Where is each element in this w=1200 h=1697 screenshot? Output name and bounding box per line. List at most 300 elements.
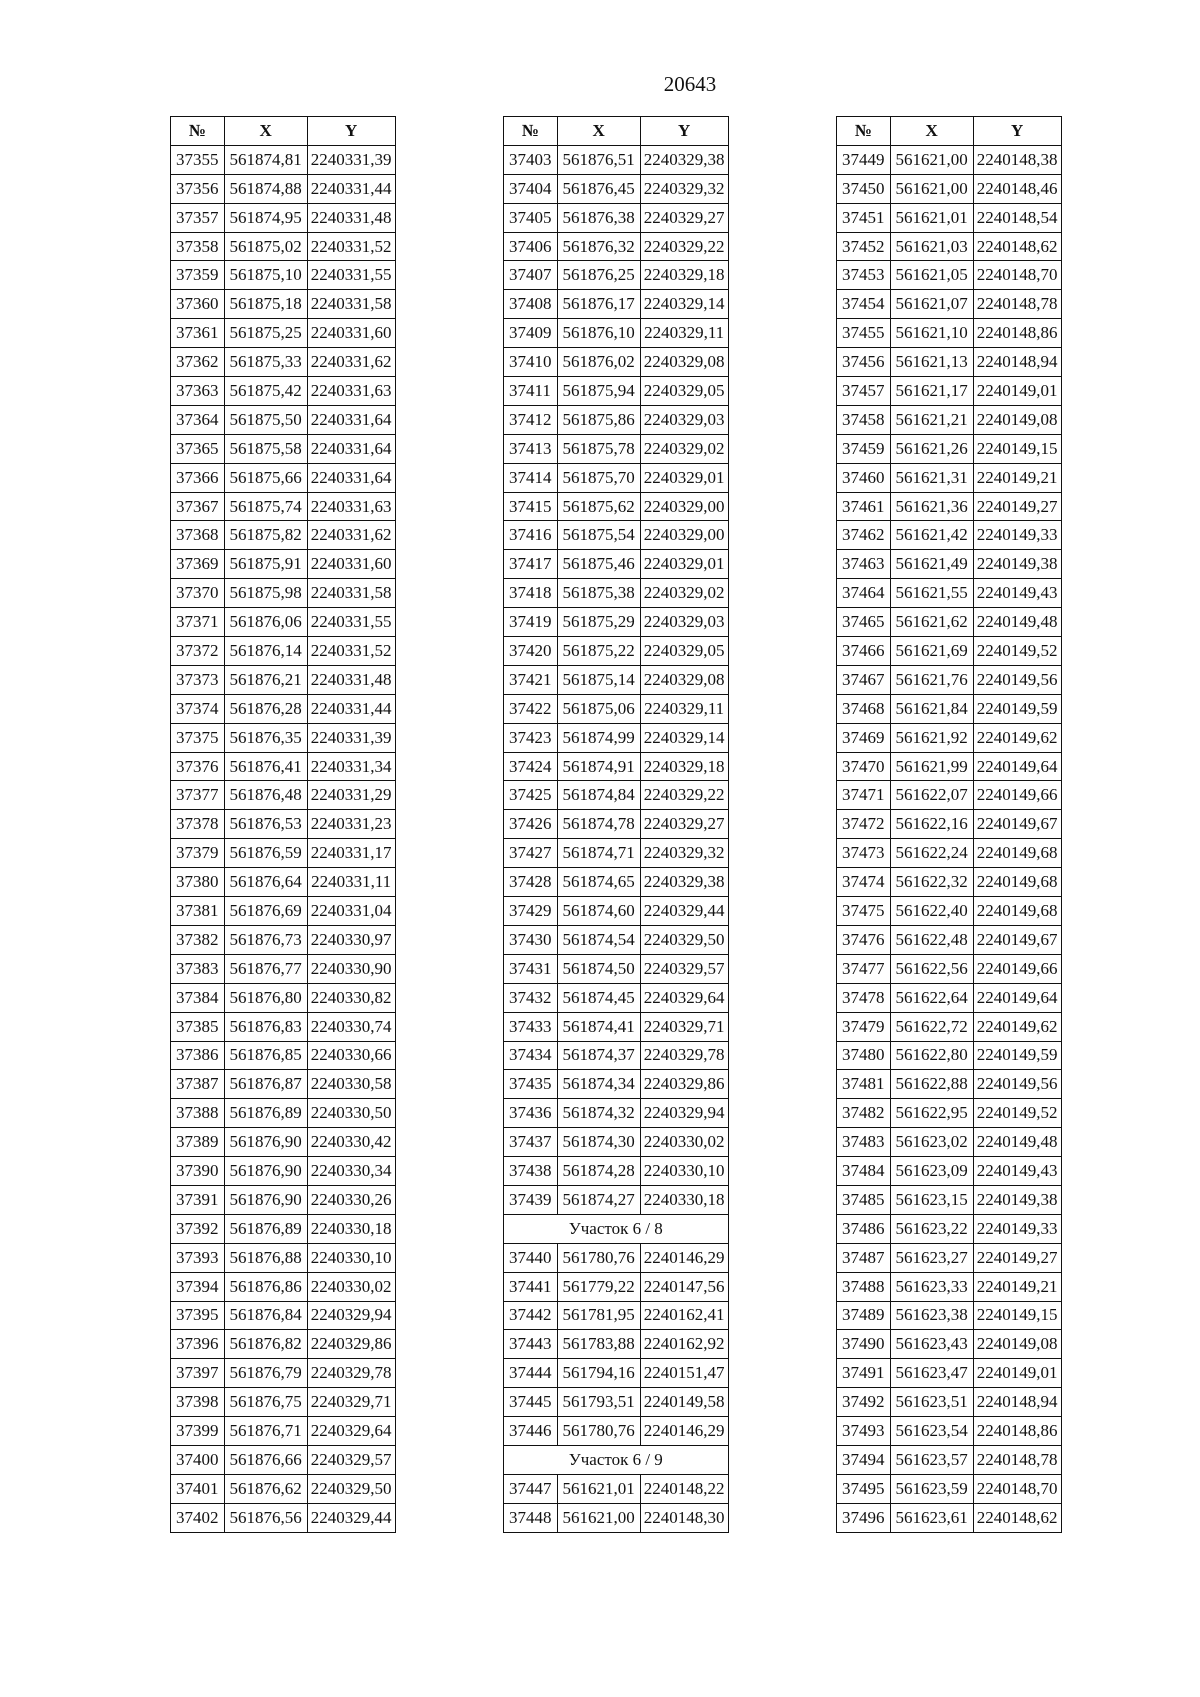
table-row bbox=[837, 752, 1062, 781]
table-row bbox=[171, 1214, 396, 1243]
table-row bbox=[504, 723, 729, 752]
table-row bbox=[504, 925, 729, 954]
x-coordinate: 561621,55 bbox=[890, 579, 973, 608]
x-coordinate: 561876,90 bbox=[224, 1157, 307, 1186]
table-row bbox=[171, 1474, 396, 1503]
point-number: 37405 bbox=[504, 203, 558, 232]
y-coordinate: 2240329,27 bbox=[640, 810, 728, 839]
x-coordinate: 561621,99 bbox=[890, 752, 973, 781]
y-coordinate: 2240329,64 bbox=[640, 983, 728, 1012]
point-number: 37471 bbox=[837, 781, 891, 810]
y-coordinate: 2240149,43 bbox=[973, 579, 1061, 608]
table-row bbox=[171, 521, 396, 550]
y-coordinate: 2240330,58 bbox=[307, 1070, 395, 1099]
table-row bbox=[837, 839, 1062, 868]
y-coordinate: 2240149,67 bbox=[973, 810, 1061, 839]
table-row bbox=[837, 1099, 1062, 1128]
point-number: 37423 bbox=[504, 723, 558, 752]
table-row bbox=[504, 1503, 729, 1532]
point-number: 37417 bbox=[504, 550, 558, 579]
x-coordinate: 561876,17 bbox=[557, 290, 640, 319]
y-coordinate: 2240331,60 bbox=[307, 550, 395, 579]
header-row bbox=[504, 117, 729, 146]
point-number: 37355 bbox=[171, 145, 225, 174]
y-coordinate: 2240149,43 bbox=[973, 1157, 1061, 1186]
x-coordinate: 561621,00 bbox=[890, 145, 973, 174]
x-coordinate: 561621,76 bbox=[890, 665, 973, 694]
x-coordinate: 561623,47 bbox=[890, 1359, 973, 1388]
point-number: 37452 bbox=[837, 232, 891, 261]
y-coordinate: 2240329,00 bbox=[640, 521, 728, 550]
table-row bbox=[171, 839, 396, 868]
table-row bbox=[504, 174, 729, 203]
table-row bbox=[171, 1503, 396, 1532]
table-row bbox=[504, 1330, 729, 1359]
table-row bbox=[171, 1445, 396, 1474]
x-coordinate: 561875,54 bbox=[557, 521, 640, 550]
point-number: 37455 bbox=[837, 319, 891, 348]
point-number: 37418 bbox=[504, 579, 558, 608]
point-number: 37489 bbox=[837, 1301, 891, 1330]
point-number: 37496 bbox=[837, 1503, 891, 1532]
x-coordinate: 561876,41 bbox=[224, 752, 307, 781]
table-row bbox=[837, 492, 1062, 521]
point-number: 37357 bbox=[171, 203, 225, 232]
y-coordinate: 2240331,23 bbox=[307, 810, 395, 839]
x-coordinate: 561875,74 bbox=[224, 492, 307, 521]
x-coordinate: 561622,72 bbox=[890, 1012, 973, 1041]
y-coordinate: 2240148,94 bbox=[973, 1388, 1061, 1417]
x-coordinate: 561875,58 bbox=[224, 434, 307, 463]
point-number: 37358 bbox=[171, 232, 225, 261]
table-row bbox=[837, 145, 1062, 174]
table-row bbox=[504, 434, 729, 463]
y-coordinate: 2240329,78 bbox=[307, 1359, 395, 1388]
point-number: 37437 bbox=[504, 1128, 558, 1157]
x-coordinate: 561623,43 bbox=[890, 1330, 973, 1359]
x-coordinate: 561876,84 bbox=[224, 1301, 307, 1330]
table-row bbox=[837, 261, 1062, 290]
table-row bbox=[837, 723, 1062, 752]
table-row bbox=[171, 1157, 396, 1186]
table-row bbox=[837, 1330, 1062, 1359]
point-number: 37427 bbox=[504, 839, 558, 868]
point-number: 37401 bbox=[171, 1474, 225, 1503]
table-row bbox=[171, 550, 396, 579]
y-coordinate: 2240162,92 bbox=[640, 1330, 728, 1359]
y-coordinate: 2240330,26 bbox=[307, 1185, 395, 1214]
table-row bbox=[171, 463, 396, 492]
point-number: 37438 bbox=[504, 1157, 558, 1186]
table-row bbox=[171, 434, 396, 463]
y-coordinate: 2240148,78 bbox=[973, 1445, 1061, 1474]
x-coordinate: 561623,02 bbox=[890, 1128, 973, 1157]
y-coordinate: 2240149,15 bbox=[973, 1301, 1061, 1330]
table-row bbox=[837, 348, 1062, 377]
table-row bbox=[504, 839, 729, 868]
x-coordinate: 561621,01 bbox=[890, 203, 973, 232]
table-row bbox=[837, 463, 1062, 492]
table-row bbox=[504, 1128, 729, 1157]
table-row bbox=[171, 810, 396, 839]
point-number: 37430 bbox=[504, 925, 558, 954]
x-coordinate: 561783,88 bbox=[557, 1330, 640, 1359]
x-coordinate: 561875,46 bbox=[557, 550, 640, 579]
x-coordinate: 561874,99 bbox=[557, 723, 640, 752]
coordinate-table-3 bbox=[836, 116, 1062, 1533]
x-coordinate: 561623,57 bbox=[890, 1445, 973, 1474]
x-coordinate: 561621,42 bbox=[890, 521, 973, 550]
y-coordinate: 2240329,11 bbox=[640, 694, 728, 723]
y-coordinate: 2240149,58 bbox=[640, 1388, 728, 1417]
x-coordinate: 561875,98 bbox=[224, 579, 307, 608]
point-number: 37495 bbox=[837, 1474, 891, 1503]
table-row bbox=[504, 492, 729, 521]
y-coordinate: 2240148,86 bbox=[973, 319, 1061, 348]
table-row bbox=[504, 203, 729, 232]
x-coordinate: 561874,41 bbox=[557, 1012, 640, 1041]
point-number: 37408 bbox=[504, 290, 558, 319]
point-number: 37435 bbox=[504, 1070, 558, 1099]
table-row bbox=[504, 868, 729, 897]
table-row bbox=[171, 723, 396, 752]
x-coordinate: 561876,48 bbox=[224, 781, 307, 810]
y-coordinate: 2240329,57 bbox=[307, 1445, 395, 1474]
point-number: 37487 bbox=[837, 1243, 891, 1272]
x-coordinate: 561876,28 bbox=[224, 694, 307, 723]
table-row bbox=[504, 954, 729, 983]
point-number: 37431 bbox=[504, 954, 558, 983]
x-coordinate: 561621,36 bbox=[890, 492, 973, 521]
table-row bbox=[837, 868, 1062, 897]
point-number: 37441 bbox=[504, 1272, 558, 1301]
x-coordinate: 561874,60 bbox=[557, 897, 640, 926]
y-coordinate: 2240329,44 bbox=[640, 897, 728, 926]
point-number: 37482 bbox=[837, 1099, 891, 1128]
x-coordinate: 561622,88 bbox=[890, 1070, 973, 1099]
table-row bbox=[837, 203, 1062, 232]
point-number: 37359 bbox=[171, 261, 225, 290]
point-number: 37370 bbox=[171, 579, 225, 608]
table-row bbox=[171, 1243, 396, 1272]
x-coordinate: 561621,31 bbox=[890, 463, 973, 492]
y-coordinate: 2240329,03 bbox=[640, 608, 728, 637]
x-coordinate: 561875,25 bbox=[224, 319, 307, 348]
table-row bbox=[171, 694, 396, 723]
y-coordinate: 2240329,14 bbox=[640, 723, 728, 752]
y-coordinate: 2240329,22 bbox=[640, 781, 728, 810]
y-coordinate: 2240146,29 bbox=[640, 1417, 728, 1446]
table-row bbox=[837, 550, 1062, 579]
table-row bbox=[504, 665, 729, 694]
table-row bbox=[171, 897, 396, 926]
x-coordinate: 561876,89 bbox=[224, 1214, 307, 1243]
y-coordinate: 2240149,64 bbox=[973, 983, 1061, 1012]
x-coordinate: 561875,33 bbox=[224, 348, 307, 377]
y-coordinate: 2240329,05 bbox=[640, 377, 728, 406]
table-row bbox=[504, 1157, 729, 1186]
point-number: 37444 bbox=[504, 1359, 558, 1388]
table-row bbox=[837, 1503, 1062, 1532]
point-number: 37372 bbox=[171, 637, 225, 666]
y-coordinate: 2240148,62 bbox=[973, 1503, 1061, 1532]
point-number: 37371 bbox=[171, 608, 225, 637]
table-row bbox=[837, 1012, 1062, 1041]
x-coordinate: 561876,79 bbox=[224, 1359, 307, 1388]
point-number: 37376 bbox=[171, 752, 225, 781]
point-number: 37466 bbox=[837, 637, 891, 666]
y-coordinate: 2240329,32 bbox=[640, 174, 728, 203]
table-row bbox=[504, 348, 729, 377]
table-row bbox=[837, 954, 1062, 983]
header-num: № bbox=[837, 117, 891, 146]
table-row bbox=[837, 1041, 1062, 1070]
x-coordinate: 561622,07 bbox=[890, 781, 973, 810]
x-coordinate: 561874,95 bbox=[224, 203, 307, 232]
y-coordinate: 2240329,08 bbox=[640, 348, 728, 377]
y-coordinate: 2240331,55 bbox=[307, 261, 395, 290]
point-number: 37442 bbox=[504, 1301, 558, 1330]
y-coordinate: 2240149,21 bbox=[973, 1272, 1061, 1301]
table-row bbox=[837, 1445, 1062, 1474]
page-number: 20643 bbox=[663, 72, 717, 96]
x-coordinate: 561621,00 bbox=[890, 174, 973, 203]
coordinate-table-2 bbox=[503, 116, 729, 1533]
x-coordinate: 561876,06 bbox=[224, 608, 307, 637]
table-row bbox=[171, 145, 396, 174]
table-row bbox=[171, 1330, 396, 1359]
y-coordinate: 2240331,63 bbox=[307, 377, 395, 406]
table-row bbox=[171, 405, 396, 434]
table-row bbox=[171, 954, 396, 983]
point-number: 37447 bbox=[504, 1474, 558, 1503]
point-number: 37409 bbox=[504, 319, 558, 348]
y-coordinate: 2240149,08 bbox=[973, 1330, 1061, 1359]
table-row bbox=[504, 1012, 729, 1041]
point-number: 37459 bbox=[837, 434, 891, 463]
y-coordinate: 2240149,27 bbox=[973, 1243, 1061, 1272]
x-coordinate: 561874,27 bbox=[557, 1185, 640, 1214]
y-coordinate: 2240331,58 bbox=[307, 579, 395, 608]
x-coordinate: 561623,61 bbox=[890, 1503, 973, 1532]
point-number: 37368 bbox=[171, 521, 225, 550]
table-row bbox=[837, 781, 1062, 810]
y-coordinate: 2240331,55 bbox=[307, 608, 395, 637]
header-row bbox=[837, 117, 1062, 146]
table-row bbox=[837, 377, 1062, 406]
point-number: 37492 bbox=[837, 1388, 891, 1417]
x-coordinate: 561621,49 bbox=[890, 550, 973, 579]
x-coordinate: 561876,87 bbox=[224, 1070, 307, 1099]
y-coordinate: 2240149,38 bbox=[973, 550, 1061, 579]
point-number: 37373 bbox=[171, 665, 225, 694]
y-coordinate: 2240329,94 bbox=[307, 1301, 395, 1330]
table-row bbox=[837, 1157, 1062, 1186]
point-number: 37407 bbox=[504, 261, 558, 290]
table-row bbox=[171, 868, 396, 897]
x-coordinate: 561876,38 bbox=[557, 203, 640, 232]
x-coordinate: 561876,69 bbox=[224, 897, 307, 926]
y-coordinate: 2240149,68 bbox=[973, 897, 1061, 926]
table-row bbox=[171, 665, 396, 694]
x-coordinate: 561622,24 bbox=[890, 839, 973, 868]
table-row bbox=[504, 232, 729, 261]
table-row bbox=[171, 1012, 396, 1041]
y-coordinate: 2240330,10 bbox=[640, 1157, 728, 1186]
y-coordinate: 2240329,78 bbox=[640, 1041, 728, 1070]
x-coordinate: 561875,06 bbox=[557, 694, 640, 723]
point-number: 37379 bbox=[171, 839, 225, 868]
point-number: 37486 bbox=[837, 1214, 891, 1243]
point-number: 37395 bbox=[171, 1301, 225, 1330]
x-coordinate: 561876,45 bbox=[557, 174, 640, 203]
point-number: 37434 bbox=[504, 1041, 558, 1070]
table-row bbox=[837, 579, 1062, 608]
point-number: 37415 bbox=[504, 492, 558, 521]
x-coordinate: 561781,95 bbox=[557, 1301, 640, 1330]
point-number: 37490 bbox=[837, 1330, 891, 1359]
table-row bbox=[504, 1388, 729, 1417]
y-coordinate: 2240329,08 bbox=[640, 665, 728, 694]
y-coordinate: 2240330,02 bbox=[307, 1272, 395, 1301]
point-number: 37422 bbox=[504, 694, 558, 723]
point-number: 37463 bbox=[837, 550, 891, 579]
point-number: 37391 bbox=[171, 1185, 225, 1214]
y-coordinate: 2240330,90 bbox=[307, 954, 395, 983]
x-coordinate: 561874,88 bbox=[224, 174, 307, 203]
x-coordinate: 561876,66 bbox=[224, 1445, 307, 1474]
table-row bbox=[171, 348, 396, 377]
x-coordinate: 561623,27 bbox=[890, 1243, 973, 1272]
table-row bbox=[837, 694, 1062, 723]
x-coordinate: 561874,32 bbox=[557, 1099, 640, 1128]
point-number: 37392 bbox=[171, 1214, 225, 1243]
point-number: 37404 bbox=[504, 174, 558, 203]
y-coordinate: 2240148,86 bbox=[973, 1417, 1061, 1446]
point-number: 37467 bbox=[837, 665, 891, 694]
point-number: 37381 bbox=[171, 897, 225, 926]
point-number: 37493 bbox=[837, 1417, 891, 1446]
y-coordinate: 2240331,39 bbox=[307, 723, 395, 752]
point-number: 37362 bbox=[171, 348, 225, 377]
table-row bbox=[504, 1185, 729, 1214]
y-coordinate: 2240148,22 bbox=[640, 1474, 728, 1503]
table-row bbox=[171, 925, 396, 954]
table-row bbox=[171, 319, 396, 348]
point-number: 37425 bbox=[504, 781, 558, 810]
point-number: 37474 bbox=[837, 868, 891, 897]
point-number: 37475 bbox=[837, 897, 891, 926]
x-coordinate: 561874,84 bbox=[557, 781, 640, 810]
table-row bbox=[837, 232, 1062, 261]
table-row bbox=[171, 492, 396, 521]
point-number: 37360 bbox=[171, 290, 225, 319]
table-row bbox=[837, 1243, 1062, 1272]
table-row bbox=[171, 1417, 396, 1446]
y-coordinate: 2240331,52 bbox=[307, 232, 395, 261]
point-number: 37399 bbox=[171, 1417, 225, 1446]
y-coordinate: 2240331,64 bbox=[307, 434, 395, 463]
x-coordinate: 561623,22 bbox=[890, 1214, 973, 1243]
x-coordinate: 561874,28 bbox=[557, 1157, 640, 1186]
point-number: 37488 bbox=[837, 1272, 891, 1301]
point-number: 37377 bbox=[171, 781, 225, 810]
table-row bbox=[171, 1041, 396, 1070]
point-number: 37416 bbox=[504, 521, 558, 550]
y-coordinate: 2240149,62 bbox=[973, 1012, 1061, 1041]
table-row bbox=[171, 608, 396, 637]
x-coordinate: 561621,13 bbox=[890, 348, 973, 377]
table-row bbox=[837, 319, 1062, 348]
table-row bbox=[837, 608, 1062, 637]
table-row bbox=[504, 608, 729, 637]
y-coordinate: 2240330,42 bbox=[307, 1128, 395, 1157]
y-coordinate: 2240331,44 bbox=[307, 694, 395, 723]
table-row bbox=[837, 434, 1062, 463]
x-coordinate: 561876,25 bbox=[557, 261, 640, 290]
table-row bbox=[504, 579, 729, 608]
table-row bbox=[171, 781, 396, 810]
table-row bbox=[837, 1417, 1062, 1446]
point-number: 37439 bbox=[504, 1185, 558, 1214]
table-row bbox=[837, 521, 1062, 550]
y-coordinate: 2240149,66 bbox=[973, 954, 1061, 983]
y-coordinate: 2240330,82 bbox=[307, 983, 395, 1012]
y-coordinate: 2240330,02 bbox=[640, 1128, 728, 1157]
y-coordinate: 2240149,15 bbox=[973, 434, 1061, 463]
y-coordinate: 2240149,48 bbox=[973, 1128, 1061, 1157]
y-coordinate: 2240149,67 bbox=[973, 925, 1061, 954]
table-row bbox=[504, 550, 729, 579]
y-coordinate: 2240330,74 bbox=[307, 1012, 395, 1041]
point-number: 37394 bbox=[171, 1272, 225, 1301]
table-row bbox=[837, 405, 1062, 434]
x-coordinate: 561874,37 bbox=[557, 1041, 640, 1070]
point-number: 37446 bbox=[504, 1417, 558, 1446]
point-number: 37356 bbox=[171, 174, 225, 203]
y-coordinate: 2240329,01 bbox=[640, 463, 728, 492]
y-coordinate: 2240331,17 bbox=[307, 839, 395, 868]
header-x: X bbox=[890, 117, 973, 146]
point-number: 37406 bbox=[504, 232, 558, 261]
point-number: 37380 bbox=[171, 868, 225, 897]
x-coordinate: 561875,62 bbox=[557, 492, 640, 521]
x-coordinate: 561876,02 bbox=[557, 348, 640, 377]
x-coordinate: 561622,95 bbox=[890, 1099, 973, 1128]
point-number: 37461 bbox=[837, 492, 891, 521]
point-number: 37436 bbox=[504, 1099, 558, 1128]
point-number: 37398 bbox=[171, 1388, 225, 1417]
x-coordinate: 561623,09 bbox=[890, 1157, 973, 1186]
y-coordinate: 2240331,04 bbox=[307, 897, 395, 926]
y-coordinate: 2240329,64 bbox=[307, 1417, 395, 1446]
table-row bbox=[837, 1272, 1062, 1301]
point-number: 37393 bbox=[171, 1243, 225, 1272]
table-row bbox=[171, 1359, 396, 1388]
table-row bbox=[504, 752, 729, 781]
y-coordinate: 2240329,50 bbox=[640, 925, 728, 954]
y-coordinate: 2240329,00 bbox=[640, 492, 728, 521]
table-row bbox=[504, 1272, 729, 1301]
y-coordinate: 2240329,27 bbox=[640, 203, 728, 232]
y-coordinate: 2240148,78 bbox=[973, 290, 1061, 319]
point-number: 37397 bbox=[171, 1359, 225, 1388]
point-number: 37460 bbox=[837, 463, 891, 492]
table-row bbox=[171, 1070, 396, 1099]
point-number: 37389 bbox=[171, 1128, 225, 1157]
point-number: 37369 bbox=[171, 550, 225, 579]
y-coordinate: 2240329,71 bbox=[307, 1388, 395, 1417]
